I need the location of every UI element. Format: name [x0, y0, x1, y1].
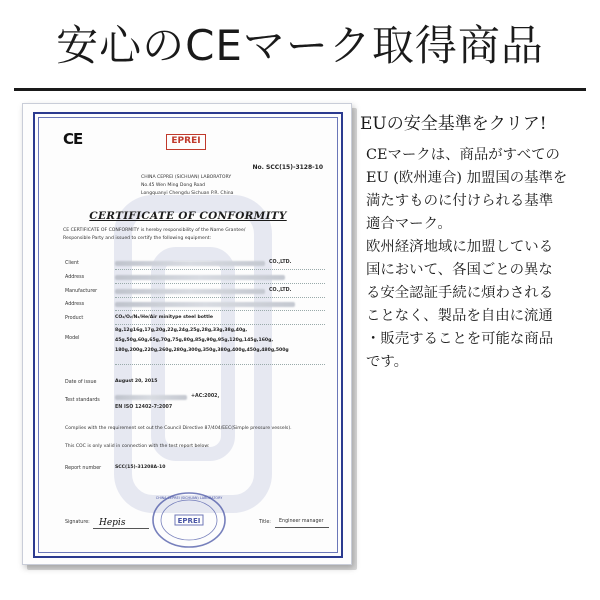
- valid-text: This COC is only valid in connection with the test report below:: [65, 444, 210, 449]
- signature-label: Signature:: [65, 520, 90, 525]
- standards-value-1: +AC:2002,: [191, 394, 220, 399]
- banner-title: 安心のCEマーク取得商品: [56, 21, 544, 70]
- title-label: Title:: [259, 520, 271, 525]
- model-line: 8g,12g16g,17g,20g,22g,24g,25g,28g,33g,38g,40g,: [115, 328, 248, 333]
- divider: [115, 297, 325, 298]
- intro-line: Responsible Party and issued to certify the following equipment:: [63, 236, 212, 241]
- address2-label: Address: [65, 302, 85, 307]
- date-label: Date of issue: [65, 380, 97, 385]
- product-value: CO₂/O₂/N₂/He/Air minitype steel bottle: [115, 315, 213, 320]
- description-line: 国において、各国ごとの異な: [366, 262, 553, 278]
- divider: [115, 283, 325, 284]
- description-line: 適合マーク。: [366, 216, 452, 232]
- signature-line: [93, 528, 149, 529]
- description-line: る安全認証手続に煩わされる: [366, 285, 554, 301]
- model-value: [115, 326, 289, 356]
- stamp-text: EPREI: [177, 517, 201, 525]
- certificate-number: No. SCC(15)-3128-10: [252, 164, 323, 171]
- address-redacted: [115, 275, 285, 280]
- description-heading: EUの安全基準をクリア!: [360, 114, 547, 134]
- lab-line: Longquanyi Chengdu Sichuan P.R. China: [141, 191, 234, 196]
- client-suffix: CO.,LTD.: [269, 260, 292, 265]
- report-value: SCC(15)-31208A-10: [115, 465, 166, 470]
- complies-text: Complies with the requirement set out the Council Directive 87/404/EEC(Simple pressure vessels).: [65, 426, 292, 431]
- product-label: Product: [65, 316, 84, 321]
- description-line: CEマークは、商品がすべての: [366, 147, 560, 163]
- lab-line: CHINA CEPREI (SICHUAN) LABORATORY: [141, 175, 232, 180]
- eprei-logo: EPREI: [166, 134, 206, 150]
- address-label: Address: [65, 275, 85, 280]
- banner: [0, 0, 600, 98]
- manufacturer-label: Manufacturer: [65, 289, 98, 294]
- description-line: です。: [366, 354, 409, 370]
- model-line: 180g,200g,220g,260g,280g,300g,350g,380g,400g,450g,480g,500g: [115, 348, 289, 353]
- description-line: 欧州経済地域に加盟している: [366, 239, 554, 255]
- client-label: Client: [65, 261, 79, 266]
- certificate-document: [22, 103, 352, 565]
- certificate-intro: [63, 227, 323, 243]
- divider: [115, 324, 325, 325]
- banner-underline: [14, 88, 586, 91]
- standards-value-2: EN ISO 12402-7:2007: [115, 405, 173, 410]
- divider: [115, 310, 325, 311]
- stamp-ring-text: CHINA CEPREI (SICHUAN) LABORATORY: [155, 496, 223, 500]
- model-label: Model: [65, 336, 80, 341]
- signature: Hepis: [99, 518, 126, 528]
- stamp-icon: [151, 490, 227, 550]
- title-line: [275, 527, 329, 528]
- manufacturer-suffix: CO.,LTD.: [269, 288, 292, 293]
- description-line: EU (欧州連合) 加盟国の基準を: [366, 170, 568, 186]
- intro-line: CE CERTIFICATE OF CONFORMITY is hereby responsibility of the Name Grantee/: [63, 228, 246, 233]
- model-line: 45g,50g,60g,65g,70g,75g,80g,85g,90g,95g,120g,145g,160g,: [115, 338, 274, 343]
- standards-label: Test standards: [65, 398, 100, 403]
- standards-redacted: [115, 395, 187, 400]
- description-line: ことなく、製品を自由に流通: [366, 308, 553, 324]
- date-value: August 20, 2015: [115, 379, 158, 384]
- divider: [115, 364, 325, 365]
- certificate-heading: CERTIFICATE OF CONFORMITY: [89, 210, 287, 222]
- ce-mark-icon: CE: [63, 130, 83, 148]
- client-redacted: [115, 261, 265, 266]
- divider: [115, 269, 325, 270]
- title-value: Engineer manager: [279, 519, 324, 524]
- description-line: 満たすものに付けられる基準: [366, 193, 554, 209]
- manufacturer-redacted: [115, 289, 265, 294]
- laboratory-address: [141, 174, 234, 198]
- lab-line: No.45 Wen Ming Dong Road: [141, 183, 206, 188]
- report-label: Report number: [65, 466, 102, 471]
- address2-redacted: [115, 302, 295, 307]
- description-line: ・販売することを可能な商品: [366, 331, 554, 347]
